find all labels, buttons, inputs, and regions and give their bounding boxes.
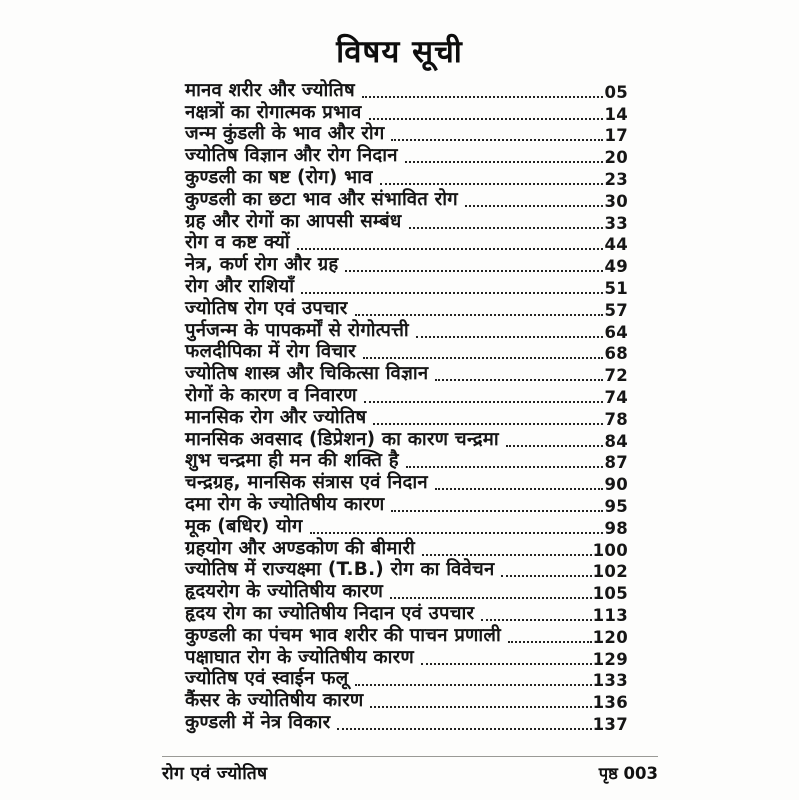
dot-leader-icon xyxy=(364,401,604,403)
dot-leader-icon xyxy=(435,488,604,490)
dot-leader-icon xyxy=(370,706,591,708)
toc-entry-label: कुण्डली का पंचम भाव शरीर की पाचन प्रणाली xyxy=(185,624,501,646)
dot-leader-icon xyxy=(391,139,603,141)
dot-leader-icon xyxy=(481,619,591,621)
toc-entry-page: 51 xyxy=(604,278,628,298)
toc-entry-page: 23 xyxy=(604,169,628,189)
footer-book-title: रोग एवं ज्योतिष xyxy=(162,764,268,784)
toc-entry-label: दमा रोग के ज्योतिषीय कारण xyxy=(185,493,385,515)
toc-entry-label: ग्रह और रोगों का आपसी सम्बंध xyxy=(185,210,402,232)
dot-leader-icon xyxy=(409,227,604,229)
toc-entry-page: 68 xyxy=(604,344,628,364)
toc-entry-label: कुण्डली में नेत्र विकार xyxy=(185,711,331,733)
dot-leader-icon xyxy=(391,510,603,512)
toc-entry-label: कुण्डली का छटा भाव और संभावित रोग xyxy=(185,188,458,210)
toc-entry-label: मूक (बधिर) योग xyxy=(185,515,303,537)
toc-entry-label: कैंसर के ज्योतिषीय कारण xyxy=(185,690,364,712)
toc-entry-page: 105 xyxy=(592,584,628,604)
toc-entry-page: 87 xyxy=(604,453,628,473)
footer-page-number: पृष्ठ 003 xyxy=(598,764,658,783)
toc-entry-label: चन्द्रग्रह, मानसिक संत्रास एवं निदान xyxy=(185,472,428,494)
dot-leader-icon xyxy=(345,270,603,272)
dot-leader-icon xyxy=(337,728,591,730)
dot-leader-icon xyxy=(355,684,591,686)
toc-entry-page: 113 xyxy=(592,605,628,625)
toc-entry-page: 49 xyxy=(604,257,628,277)
toc-entry-page: 44 xyxy=(604,235,628,255)
dot-leader-icon xyxy=(422,554,592,556)
toc-entry-label: पुर्नजन्म के पापकर्मों से रोगोत्पत्ती xyxy=(185,319,409,341)
toc-entry-page: 98 xyxy=(604,518,628,538)
dot-leader-icon xyxy=(362,96,604,98)
toc-entry-label: रोग और राशियाँ xyxy=(185,275,295,297)
toc-entry-label: रोगों के कारण व निवारण xyxy=(185,384,357,406)
toc-entry-page: 30 xyxy=(604,191,628,211)
toc-entry-page: 90 xyxy=(604,475,628,495)
toc-row xyxy=(185,712,628,734)
toc-entry-label: पक्षाघात रोग के ज्योतिषीय कारण xyxy=(185,646,414,668)
toc-entry-label: मानसिक अवसाद (डिप्रेशन) का कारण चन्द्रमा xyxy=(185,428,499,450)
footer-divider xyxy=(162,756,658,757)
dot-leader-icon xyxy=(310,532,604,534)
toc-entry-page: 72 xyxy=(604,366,628,386)
toc-entry-label: जन्म कुंडली के भाव और रोग xyxy=(185,123,385,145)
toc-entry-page: 05 xyxy=(604,82,628,102)
toc-entry-page: 17 xyxy=(604,126,628,146)
dot-leader-icon xyxy=(506,445,604,447)
dot-leader-icon xyxy=(355,314,604,316)
dot-leader-icon xyxy=(390,597,592,599)
toc-entry-label: ज्योतिष शास्त्र और चिकित्सा विज्ञान xyxy=(185,363,429,385)
toc-entry-page: 102 xyxy=(592,562,628,582)
toc-list xyxy=(185,80,628,734)
toc-entry-page: 129 xyxy=(592,649,628,669)
toc-entry-page: 20 xyxy=(604,148,628,168)
toc-entry-label: मानव शरीर और ज्योतिष xyxy=(185,79,355,101)
dot-leader-icon xyxy=(465,205,604,207)
toc-entry-label: ज्योतिष रोग एवं उपचार xyxy=(185,297,348,319)
dot-leader-icon xyxy=(301,292,603,294)
toc-entry-label: फलदीपिका में रोग विचार xyxy=(185,341,356,363)
toc-entry-label: नक्षत्रों का रोगात्मक प्रभाव xyxy=(185,101,362,123)
toc-entry-page: 57 xyxy=(604,300,628,320)
toc-entry-label: शुभ चन्द्रमा ही मन की शक्ति है xyxy=(185,450,399,472)
toc-entry-page: 14 xyxy=(604,104,628,124)
toc-entry-label: ज्योतिष एवं स्वाईन फलू xyxy=(185,668,349,690)
toc-entry-page: 84 xyxy=(604,431,628,451)
toc-entry-page: 64 xyxy=(604,322,628,342)
dot-leader-icon xyxy=(405,161,604,163)
page-footer xyxy=(162,761,658,785)
dot-leader-icon xyxy=(406,466,604,468)
page-title: विषय सूची xyxy=(336,34,463,70)
dot-leader-icon xyxy=(380,183,604,185)
toc-entry-label: ग्रहयोग और अण्डकोण की बीमारी xyxy=(185,537,416,559)
dot-leader-icon xyxy=(501,575,591,577)
toc-entry-page: 78 xyxy=(604,409,628,429)
dot-leader-icon xyxy=(435,379,603,381)
toc-entry-page: 120 xyxy=(592,627,628,647)
toc-entry-label: ज्योतिष में राज्यक्ष्मा (T.B.) रोग का विवेचन xyxy=(185,559,495,581)
toc-entry-label: हृदय रोग का ज्योतिषीय निदान एवं उपचार xyxy=(185,602,475,624)
toc-entry-page: 100 xyxy=(592,540,628,560)
toc-entry-page: 136 xyxy=(592,693,628,713)
toc-entry-page: 33 xyxy=(604,213,628,233)
dot-leader-icon xyxy=(363,357,604,359)
toc-entry-label: रोग व कष्ट क्यों xyxy=(185,232,290,254)
dot-leader-icon xyxy=(416,336,604,338)
toc-entry-label: ज्योतिष विज्ञान और रोग निदान xyxy=(185,145,398,167)
dot-leader-icon xyxy=(373,423,603,425)
dot-leader-icon xyxy=(508,641,592,643)
toc-entry-page: 133 xyxy=(592,671,628,691)
toc-entry-label: हृदयरोग के ज्योतिषीय कारण xyxy=(185,581,384,603)
toc-entry-label: कुण्डली का षष्ट (रोग) भाव xyxy=(185,166,373,188)
toc-entry-label: मानसिक रोग और ज्योतिष xyxy=(185,406,367,428)
dot-leader-icon xyxy=(369,118,604,120)
toc-entry-page: 95 xyxy=(604,496,628,516)
dot-leader-icon xyxy=(421,663,592,665)
toc-entry-page: 74 xyxy=(604,387,628,407)
toc-entry-label: नेत्र, कर्ण रोग और ग्रह xyxy=(185,254,339,276)
toc-entry-page: 137 xyxy=(592,714,628,734)
dot-leader-icon xyxy=(297,248,604,250)
